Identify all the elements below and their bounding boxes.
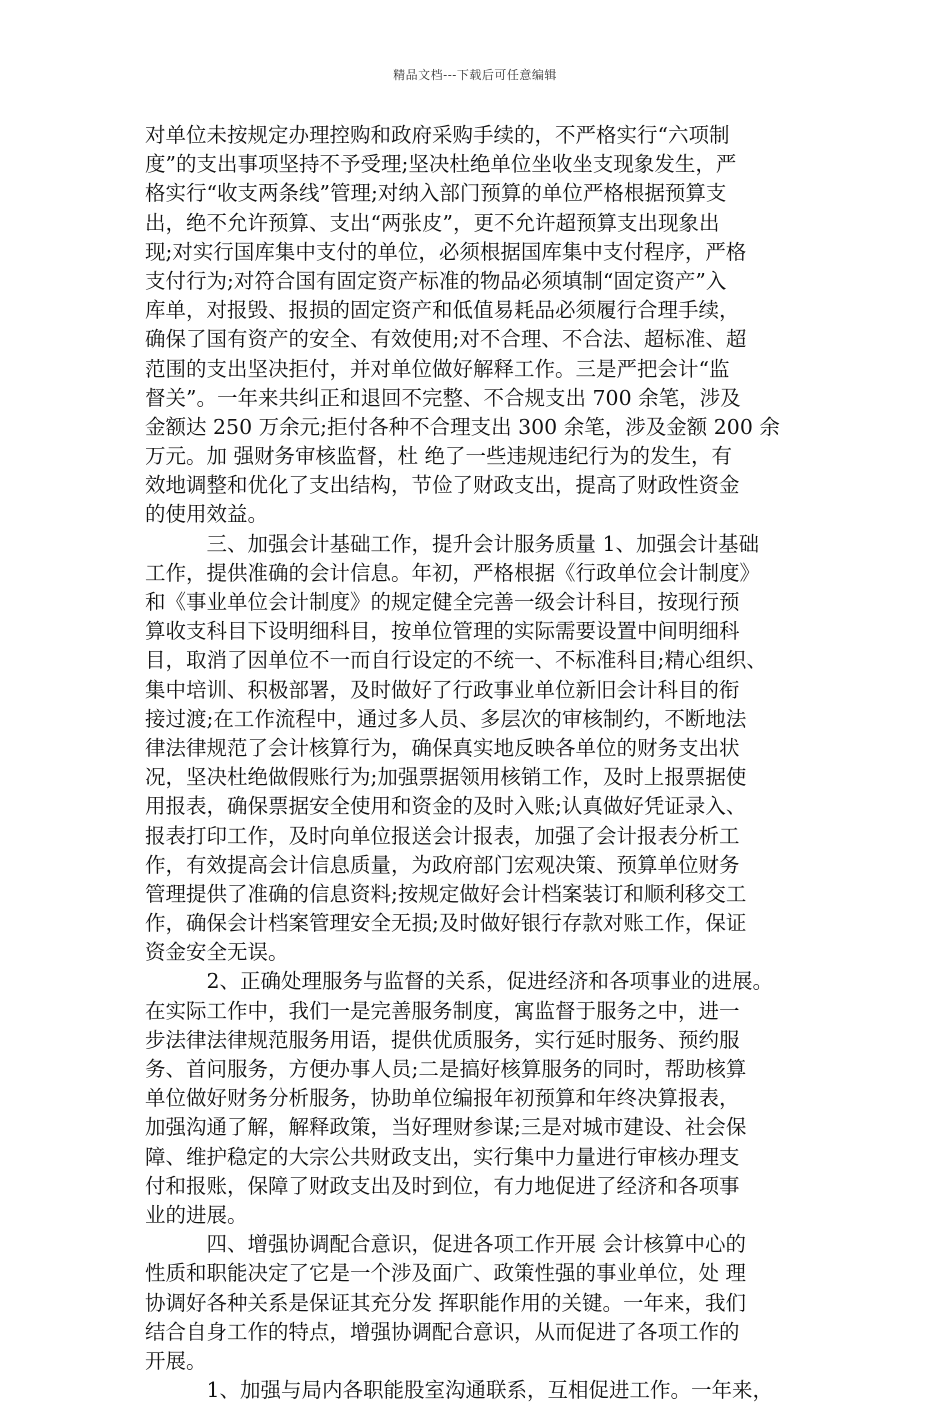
text-line: 加强沟通了解，解释政策，当好理财参谋;三是对城市建设、社会保	[145, 1115, 747, 1140]
document-body	[145, 121, 815, 1405]
text-line: 业的进展。	[145, 1202, 248, 1227]
text-line: 目，取消了因单位不一而自行设定的不统一、不标准科目;精心组织、	[145, 648, 767, 673]
text-line: 三、加强会计基础工作，提升会计服务质量 1、加强会计基础	[145, 531, 760, 556]
text-line: 接过渡;在工作流程中，通过多人员、多层次的审核制约，不断地法	[145, 706, 747, 731]
text-line: 务、首问服务，方便办事人员;二是搞好核算服务的同时，帮助核算	[145, 1057, 747, 1081]
text-line: 况，坚决杜绝做假账行为;加强票据领用核销工作，及时上报票据使	[145, 765, 747, 790]
text-line: 障、维护稳定的大宗公共财政支出，实行集中力量进行审核办理支	[145, 1144, 740, 1169]
text-line: 资金安全无误。	[145, 940, 289, 965]
text-line: 集中培训、积极部署，及时做好了行政事业单位新旧会计科目的衔	[145, 677, 740, 702]
text-line: 库单，对报毁、报损的固定资产和低值易耗品必须履行合理手续，	[145, 298, 740, 323]
page-header: 精品文档---下载后可任意编辑	[393, 68, 557, 82]
text-line: 报表打印工作，及时向单位报送会计报表，加强了会计报表分析工	[145, 823, 740, 848]
text-line: 开展。	[145, 1348, 207, 1373]
text-line: 现;对实行国库集中支付的单位，必须根据国库集中支付程序，严格	[145, 239, 747, 264]
text-line: 的使用效益。	[145, 502, 268, 527]
text-line: 算收支科目下设明细科目，按单位管理的实际需要设置中间明细科	[145, 619, 740, 644]
text-line: 1、加强与局内各职能股室沟通联系，互相促进工作。一年来，	[145, 1378, 774, 1403]
text-line: 支付行为;对符合国有固定资产标准的物品必须填制“固定资产”入	[145, 268, 727, 293]
text-line: 范围的支出坚决拒付，并对单位做好解释工作。三是严把会计“监	[145, 356, 730, 381]
text-line: 效地调整和优化了支出结构，节俭了财政支出，提高了财政性资金	[145, 473, 740, 498]
text-line: 协调好各种关系是保证其充分发 挥职能作用的关键。一年来，我们	[145, 1290, 747, 1315]
text-line: 律法律规范了会计核算行为，确保真实地反映各单位的财务支出状	[145, 735, 740, 760]
text-line: 步法律法律规范服务用语，提供优质服务，实行延时服务、预约服	[145, 1027, 740, 1052]
text-line: 度”的支出事项坚持不予受理;坚决杜绝单位坐收坐支现象发生，严	[145, 152, 737, 177]
text-line: 格实行“收支两条线”管理;对纳入部门预算的单位严格根据预算支	[145, 181, 727, 206]
text-line: 用报表，确保票据安全使用和资金的及时入账;认真做好凭证录入、	[145, 794, 747, 819]
text-line: 单位做好财务分析服务，协助单位编报年初预算和年终决算报表，	[145, 1086, 740, 1111]
text-line: 性质和职能决定了它是一个涉及面广、政策性强的事业单位，处 理	[145, 1261, 747, 1286]
text-line: 管理提供了准确的信息资料;按规定做好会计档案装订和顺利移交工	[145, 881, 747, 906]
text-line: 在实际工作中，我们一是完善服务制度，寓监督于服务之中，进一	[145, 998, 740, 1023]
text-line: 出，绝不允许预算、支出“两张皮”，更不允许超预算支出现象出	[145, 210, 720, 235]
text-line: 督关”。一年来共纠正和退回不完整、不合规支出 700 余笔，涉及	[145, 385, 741, 410]
text-line: 工作，提供准确的会计信息。年初，严格根据《行政单位会计制度》	[145, 560, 760, 585]
text-line: 四、增强协调配合意识，促进各项工作开展 会计核算中心的	[145, 1232, 747, 1257]
text-line: 和《事业单位会计制度》的规定健全完善一级会计科目，按现行预	[145, 590, 740, 614]
text-line: 付和报账，保障了财政支出及时到位，有力地促进了经济和各项事	[145, 1173, 740, 1198]
text-line: 对单位未按规定办理控购和政府采购手续的，不严格实行“六项制	[145, 123, 730, 147]
text-line: 确保了国有资产的安全、有效使用;对不合理、不合法、超标准、超	[145, 327, 747, 352]
text-line: 万元。加 强财务审核监督，杜 绝了一些违规违纪行为的发生，有	[145, 444, 733, 469]
text-line: 2、正确处理服务与监督的关系，促进经济和各项事业的进展。	[145, 969, 774, 994]
text-line: 金额达 250 万余元;拒付各种不合理支出 300 余笔，涉及金额 200 余	[145, 414, 780, 439]
text-line: 作，有效提高会计信息质量，为政府部门宏观决策、预算单位财务	[145, 852, 740, 877]
text-line: 结合自身工作的特点，增强协调配合意识，从而促进了各项工作的	[145, 1319, 740, 1344]
text-line: 作，确保会计档案管理安全无损;及时做好银行存款对账工作，保证	[145, 911, 747, 936]
